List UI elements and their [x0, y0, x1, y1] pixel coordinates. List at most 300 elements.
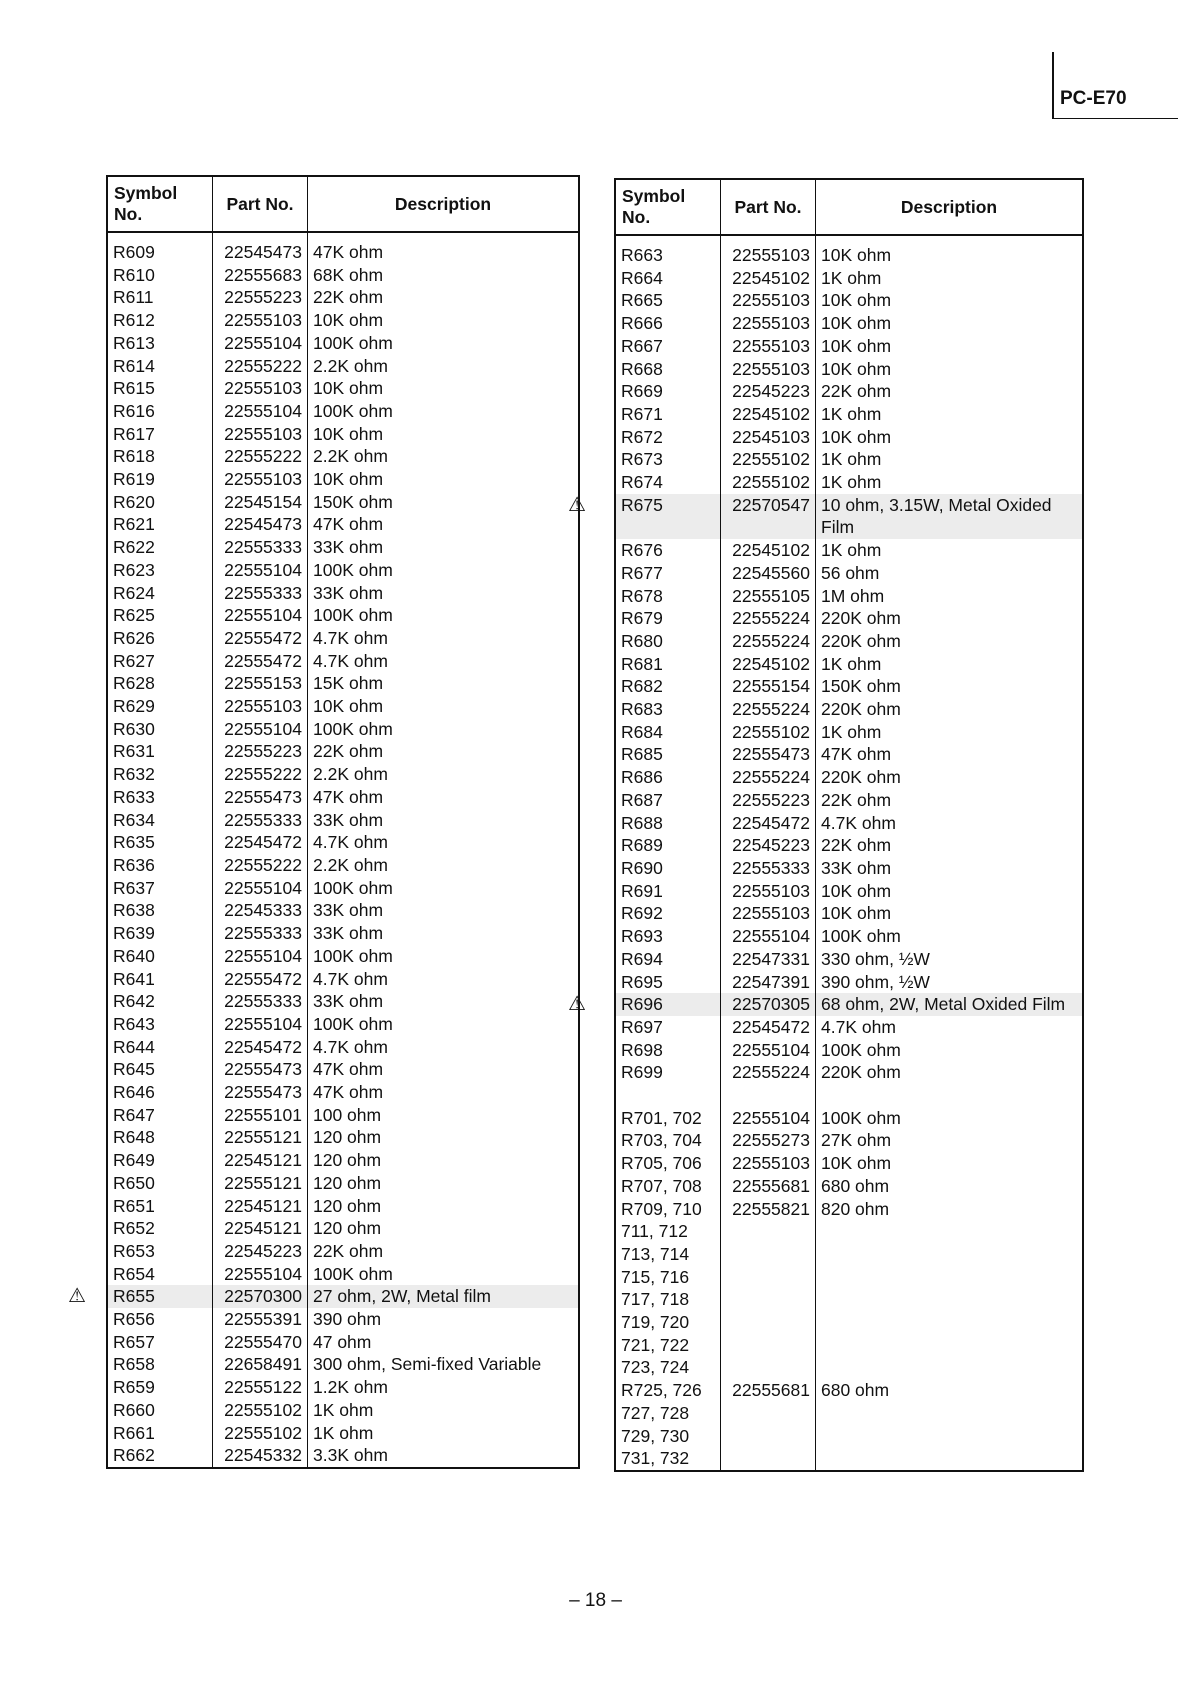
symbol-cell: R628 [107, 672, 213, 695]
symbol-cell: R632 [107, 763, 213, 786]
description-cell: 1M ohm [816, 585, 1084, 608]
symbol-cell: R665 [615, 289, 721, 312]
part-number-cell: 22555103 [721, 335, 816, 358]
description-cell: 4.7K ohm [308, 1036, 580, 1059]
symbol-cell: R644 [107, 1036, 213, 1059]
table-row [107, 468, 579, 491]
description-cell: 10K ohm [816, 358, 1084, 381]
table-row [615, 1107, 1083, 1130]
part-number-cell: 22570305 [721, 993, 816, 1016]
symbol-cell: R614 [107, 355, 213, 378]
table-row [107, 1263, 579, 1286]
table-row [107, 1444, 579, 1468]
description-cell: 47K ohm [308, 232, 580, 264]
table-row [615, 607, 1083, 630]
description-cell: 33K ohm [308, 990, 580, 1013]
table-row [107, 1104, 579, 1127]
description-cell: 22K ohm [308, 1240, 580, 1263]
description-cell: 1K ohm [308, 1399, 580, 1422]
symbol-cell: R647 [107, 1104, 213, 1127]
table-row [615, 948, 1083, 971]
part-number-cell: 22555273 [721, 1129, 816, 1152]
description-cell [816, 1243, 1084, 1266]
part-number-cell: 22555104 [213, 400, 308, 423]
part-number-cell: 22555102 [721, 471, 816, 494]
description-cell: 33K ohm [308, 582, 580, 605]
table-row [107, 423, 579, 446]
part-number-cell: 22545102 [721, 539, 816, 562]
part-number-cell: 22555473 [213, 786, 308, 809]
description-cell: 10K ohm [308, 309, 580, 332]
part-number-cell: 22570300 [213, 1285, 308, 1308]
part-number-cell: 22545223 [721, 380, 816, 403]
table-row [107, 332, 579, 355]
part-number-cell: 22545102 [721, 403, 816, 426]
description-cell: 100K ohm [308, 332, 580, 355]
part-number-cell: 22555103 [721, 902, 816, 925]
description-cell: 100K ohm [308, 559, 580, 582]
description-cell [816, 1356, 1084, 1379]
table-row [615, 448, 1083, 471]
description-cell: 47K ohm [308, 786, 580, 809]
table-row [107, 286, 579, 309]
description-cell: 10K ohm [816, 880, 1084, 903]
part-number-cell: 22555333 [213, 582, 308, 605]
part-number-cell: 22555681 [721, 1175, 816, 1198]
table-row [615, 880, 1083, 903]
symbol-cell: R656 [107, 1308, 213, 1331]
part-number-cell: 22545472 [213, 1036, 308, 1059]
table-row [107, 1422, 579, 1445]
table-row [107, 740, 579, 763]
part-number-cell [721, 1288, 816, 1311]
part-number-cell: 22555683 [213, 264, 308, 287]
description-cell: 1K ohm [816, 471, 1084, 494]
symbol-cell: R696 [615, 993, 721, 1016]
table-row [615, 585, 1083, 608]
description-cell: 4.7K ohm [308, 627, 580, 650]
description-cell: 1K ohm [308, 1422, 580, 1445]
description-cell: Film [816, 516, 1084, 539]
table-row [107, 1058, 579, 1081]
symbol-cell: R612 [107, 309, 213, 332]
table-row [615, 993, 1083, 1016]
symbol-cell: R621 [107, 513, 213, 536]
symbol-cell: R634 [107, 809, 213, 832]
symbol-cell: 727, 728 [615, 1402, 721, 1425]
description-cell: 33K ohm [816, 857, 1084, 880]
part-number-cell: 22555104 [213, 945, 308, 968]
description-cell: 10K ohm [816, 1152, 1084, 1175]
part-number-cell: 22555333 [721, 857, 816, 880]
description-cell: 10K ohm [816, 235, 1084, 267]
table-row [107, 1172, 579, 1195]
table-row [107, 400, 579, 423]
table-row [615, 1288, 1083, 1311]
description-cell: 3.3K ohm [308, 1444, 580, 1468]
table-row [615, 471, 1083, 494]
symbol-cell: R655 [107, 1285, 213, 1308]
symbol-cell: R627 [107, 650, 213, 673]
part-number-cell: 22555102 [721, 448, 816, 471]
symbol-cell: R675 [615, 494, 721, 517]
part-number-cell: 22555391 [213, 1308, 308, 1331]
part-number-cell: 22555104 [721, 1107, 816, 1130]
table-row [107, 232, 579, 264]
part-number-cell: 22555333 [213, 809, 308, 832]
description-cell: 100K ohm [816, 1107, 1084, 1130]
description-cell: 100 ohm [308, 1104, 580, 1127]
description-cell: 4.7K ohm [308, 650, 580, 673]
symbol-cell: R640 [107, 945, 213, 968]
table-row [615, 1152, 1083, 1175]
description-cell: 47K ohm [308, 513, 580, 536]
description-cell: 15K ohm [308, 672, 580, 695]
table-row [615, 562, 1083, 585]
description-cell: 47K ohm [308, 1081, 580, 1104]
part-number-cell: 22555154 [721, 675, 816, 698]
symbol-cell: 717, 718 [615, 1288, 721, 1311]
table-row [615, 1175, 1083, 1198]
part-number-cell: 22555153 [213, 672, 308, 695]
symbol-cell: R668 [615, 358, 721, 381]
part-number-cell: 22545154 [213, 491, 308, 514]
table-row [107, 786, 579, 809]
table-row [107, 1036, 579, 1059]
table-row [107, 922, 579, 945]
symbol-cell: R641 [107, 968, 213, 991]
table-row [107, 309, 579, 332]
part-number-cell [721, 1447, 816, 1471]
table-row [107, 1195, 579, 1218]
symbol-cell: R624 [107, 582, 213, 605]
table-row [615, 1084, 1083, 1107]
part-number-cell: 22555104 [213, 559, 308, 582]
column-header-part: Part No. [213, 176, 308, 232]
table-row [107, 695, 579, 718]
part-number-cell: 22555103 [721, 358, 816, 381]
part-number-cell: 22555121 [213, 1126, 308, 1149]
symbol-cell: R669 [615, 380, 721, 403]
part-number-cell: 22545121 [213, 1149, 308, 1172]
symbol-cell: R652 [107, 1217, 213, 1240]
description-cell: 22K ohm [308, 740, 580, 763]
table-row [615, 857, 1083, 880]
description-cell: 33K ohm [308, 536, 580, 559]
symbol-cell: 721, 722 [615, 1334, 721, 1357]
part-number-cell: 22555473 [721, 743, 816, 766]
description-cell: 220K ohm [816, 607, 1084, 630]
description-cell: 220K ohm [816, 1061, 1084, 1084]
table-row [107, 559, 579, 582]
table-row [107, 1081, 579, 1104]
header-bracket-vertical [1052, 52, 1054, 118]
part-number-cell: 22545332 [213, 1444, 308, 1468]
description-cell: 100K ohm [308, 877, 580, 900]
table-row [615, 289, 1083, 312]
table-row [107, 264, 579, 287]
description-cell: 22K ohm [816, 789, 1084, 812]
symbol-cell: R625 [107, 604, 213, 627]
description-cell [816, 1311, 1084, 1334]
part-number-cell: 22555103 [213, 309, 308, 332]
part-number-cell: 22555224 [721, 1061, 816, 1084]
table-row [107, 968, 579, 991]
part-number-cell: 22545102 [721, 653, 816, 676]
symbol-cell: R638 [107, 899, 213, 922]
description-cell: 2.2K ohm [308, 355, 580, 378]
table-row [615, 1425, 1083, 1448]
symbol-cell: R630 [107, 718, 213, 741]
table-row [615, 1198, 1083, 1221]
description-cell: 1K ohm [816, 539, 1084, 562]
table-row [107, 627, 579, 650]
symbol-cell: R616 [107, 400, 213, 423]
table-row [615, 902, 1083, 925]
part-number-cell: 22555105 [721, 585, 816, 608]
part-number-cell [721, 1356, 816, 1379]
part-number-cell: 22555104 [721, 1039, 816, 1062]
description-cell: 220K ohm [816, 630, 1084, 653]
table-row [615, 743, 1083, 766]
description-cell: 120 ohm [308, 1172, 580, 1195]
table-row [615, 1129, 1083, 1152]
table-row [615, 1334, 1083, 1357]
table-row [615, 1356, 1083, 1379]
symbol-cell: R613 [107, 332, 213, 355]
table-row [107, 1013, 579, 1036]
part-number-cell: 22555104 [213, 1013, 308, 1036]
table-row [615, 1311, 1083, 1334]
part-number-cell: 22555103 [721, 289, 816, 312]
symbol-cell: R679 [615, 607, 721, 630]
part-number-cell: 22555104 [213, 604, 308, 627]
description-cell: 100K ohm [308, 1263, 580, 1286]
safety-warning-icon: ⚠ [568, 993, 586, 1016]
part-number-cell: 22545223 [213, 1240, 308, 1263]
symbol-cell: 719, 720 [615, 1311, 721, 1334]
part-number-cell: 22555681 [721, 1379, 816, 1402]
part-number-cell: 22547391 [721, 971, 816, 994]
symbol-cell: R672 [615, 426, 721, 449]
table-row [107, 1285, 579, 1308]
safety-warning-icon: ⚠ [568, 493, 586, 516]
symbol-cell: R725, 726 [615, 1379, 721, 1402]
part-number-cell: 22555122 [213, 1376, 308, 1399]
part-number-cell: 22545560 [721, 562, 816, 585]
description-cell: 27K ohm [816, 1129, 1084, 1152]
table-row [107, 582, 579, 605]
table-row [615, 1243, 1083, 1266]
part-number-cell: 22658491 [213, 1353, 308, 1376]
symbol-cell: R629 [107, 695, 213, 718]
symbol-cell: R651 [107, 1195, 213, 1218]
symbol-cell: 729, 730 [615, 1425, 721, 1448]
description-cell: 300 ohm, Semi-fixed Variable [308, 1353, 580, 1376]
table-row [615, 1220, 1083, 1243]
part-number-cell: 22555222 [213, 355, 308, 378]
description-cell [816, 1425, 1084, 1448]
description-cell: 10K ohm [816, 426, 1084, 449]
symbol-cell: R654 [107, 1263, 213, 1286]
description-cell: 220K ohm [816, 766, 1084, 789]
description-cell: 150K ohm [308, 491, 580, 514]
part-number-cell: 22555473 [213, 1081, 308, 1104]
symbol-cell: R653 [107, 1240, 213, 1263]
symbol-cell: R681 [615, 653, 721, 676]
table-row [107, 377, 579, 400]
description-cell: 33K ohm [308, 922, 580, 945]
symbol-cell: R637 [107, 877, 213, 900]
part-number-cell: 22555104 [213, 718, 308, 741]
symbol-cell: R684 [615, 721, 721, 744]
description-cell [816, 1402, 1084, 1425]
description-cell: 100K ohm [308, 718, 580, 741]
page-number: – 18 – [569, 1590, 622, 1611]
column-header-symbol: Symbol No. [615, 179, 721, 235]
part-number-cell: 22555222 [213, 445, 308, 468]
symbol-cell: 723, 724 [615, 1356, 721, 1379]
description-cell: 10K ohm [816, 312, 1084, 335]
symbol-cell: R659 [107, 1376, 213, 1399]
symbol-cell [615, 1084, 721, 1107]
symbol-cell: R698 [615, 1039, 721, 1062]
symbol-cell: R666 [615, 312, 721, 335]
table-row [615, 698, 1083, 721]
description-cell: 10K ohm [308, 695, 580, 718]
symbol-cell: R693 [615, 925, 721, 948]
table-row [107, 513, 579, 536]
description-cell: 33K ohm [308, 809, 580, 832]
table-row [615, 971, 1083, 994]
table-header-row [107, 176, 579, 232]
part-number-cell: 22555103 [721, 312, 816, 335]
description-cell: 4.7K ohm [308, 968, 580, 991]
part-number-cell: 22555103 [213, 377, 308, 400]
description-cell: 220K ohm [816, 698, 1084, 721]
description-cell: 22K ohm [816, 834, 1084, 857]
description-cell [816, 1334, 1084, 1357]
symbol-cell: R617 [107, 423, 213, 446]
part-number-cell: 22555472 [213, 650, 308, 673]
description-cell: 4.7K ohm [816, 1016, 1084, 1039]
table-row [107, 1399, 579, 1422]
part-number-cell: 22545473 [213, 232, 308, 264]
description-cell: 47K ohm [308, 1058, 580, 1081]
header-bracket-horizontal [1052, 118, 1178, 119]
description-cell: 47K ohm [816, 743, 1084, 766]
symbol-cell: R667 [615, 335, 721, 358]
description-cell [816, 1220, 1084, 1243]
table-row [615, 812, 1083, 835]
table-row [107, 1376, 579, 1399]
description-cell: 27 ohm, 2W, Metal film [308, 1285, 580, 1308]
symbol-cell: R626 [107, 627, 213, 650]
part-number-cell: 22555472 [213, 627, 308, 650]
description-cell: 100K ohm [308, 400, 580, 423]
description-cell [816, 1288, 1084, 1311]
symbol-cell: R701, 702 [615, 1107, 721, 1130]
symbol-cell: R619 [107, 468, 213, 491]
part-number-cell: 22555470 [213, 1331, 308, 1354]
table-row [615, 721, 1083, 744]
table-row [107, 1353, 579, 1376]
part-number-cell: 22555104 [213, 877, 308, 900]
description-cell [816, 1084, 1084, 1107]
symbol-cell: R660 [107, 1399, 213, 1422]
table-row [107, 831, 579, 854]
table-row [615, 925, 1083, 948]
part-number-cell: 22555102 [213, 1422, 308, 1445]
part-number-cell: 22545223 [721, 834, 816, 857]
symbol-cell: R639 [107, 922, 213, 945]
table-row [615, 834, 1083, 857]
description-cell: 680 ohm [816, 1379, 1084, 1402]
part-number-cell: 22555103 [213, 423, 308, 446]
part-number-cell: 22545103 [721, 426, 816, 449]
part-number-cell [721, 1243, 816, 1266]
symbol-cell: R680 [615, 630, 721, 653]
description-cell: 680 ohm [816, 1175, 1084, 1198]
table-row [107, 718, 579, 741]
table-row [615, 267, 1083, 290]
symbol-cell: R649 [107, 1149, 213, 1172]
symbol-cell: 715, 716 [615, 1266, 721, 1289]
table-row [615, 335, 1083, 358]
part-number-cell: 22555103 [213, 695, 308, 718]
part-number-cell: 22555473 [213, 1058, 308, 1081]
description-cell: 150K ohm [816, 675, 1084, 698]
part-number-cell: 22555224 [721, 607, 816, 630]
table-row [107, 1217, 579, 1240]
symbol-cell: R682 [615, 675, 721, 698]
description-cell: 100K ohm [308, 945, 580, 968]
table-row [615, 312, 1083, 335]
table-row [615, 1016, 1083, 1039]
symbol-cell: R690 [615, 857, 721, 880]
table-row [107, 672, 579, 695]
part-number-cell: 22555472 [213, 968, 308, 991]
description-cell: 1K ohm [816, 653, 1084, 676]
table-row [107, 945, 579, 968]
symbol-cell: R650 [107, 1172, 213, 1195]
part-number-cell: 22570547 [721, 494, 816, 517]
table-row [615, 426, 1083, 449]
part-number-cell: 22545472 [721, 1016, 816, 1039]
description-cell: 1.2K ohm [308, 1376, 580, 1399]
safety-warning-icon: ⚠ [68, 1285, 86, 1308]
part-number-cell: 22555821 [721, 1198, 816, 1221]
description-cell: 10K ohm [308, 423, 580, 446]
table-row [107, 1126, 579, 1149]
description-cell: 4.7K ohm [816, 812, 1084, 835]
description-cell: 2.2K ohm [308, 445, 580, 468]
part-number-cell: 22555102 [721, 721, 816, 744]
description-cell: 120 ohm [308, 1217, 580, 1240]
description-cell: 56 ohm [816, 562, 1084, 585]
table-row [107, 1331, 579, 1354]
part-number-cell: 22555333 [213, 922, 308, 945]
symbol-cell: R636 [107, 854, 213, 877]
part-number-cell: 22555333 [213, 990, 308, 1013]
symbol-cell: R609 [107, 232, 213, 264]
symbol-cell: R683 [615, 698, 721, 721]
part-number-cell: 22545102 [721, 267, 816, 290]
symbol-cell: R646 [107, 1081, 213, 1104]
table-row [107, 1149, 579, 1172]
table-row [107, 650, 579, 673]
table-row [615, 516, 1083, 539]
